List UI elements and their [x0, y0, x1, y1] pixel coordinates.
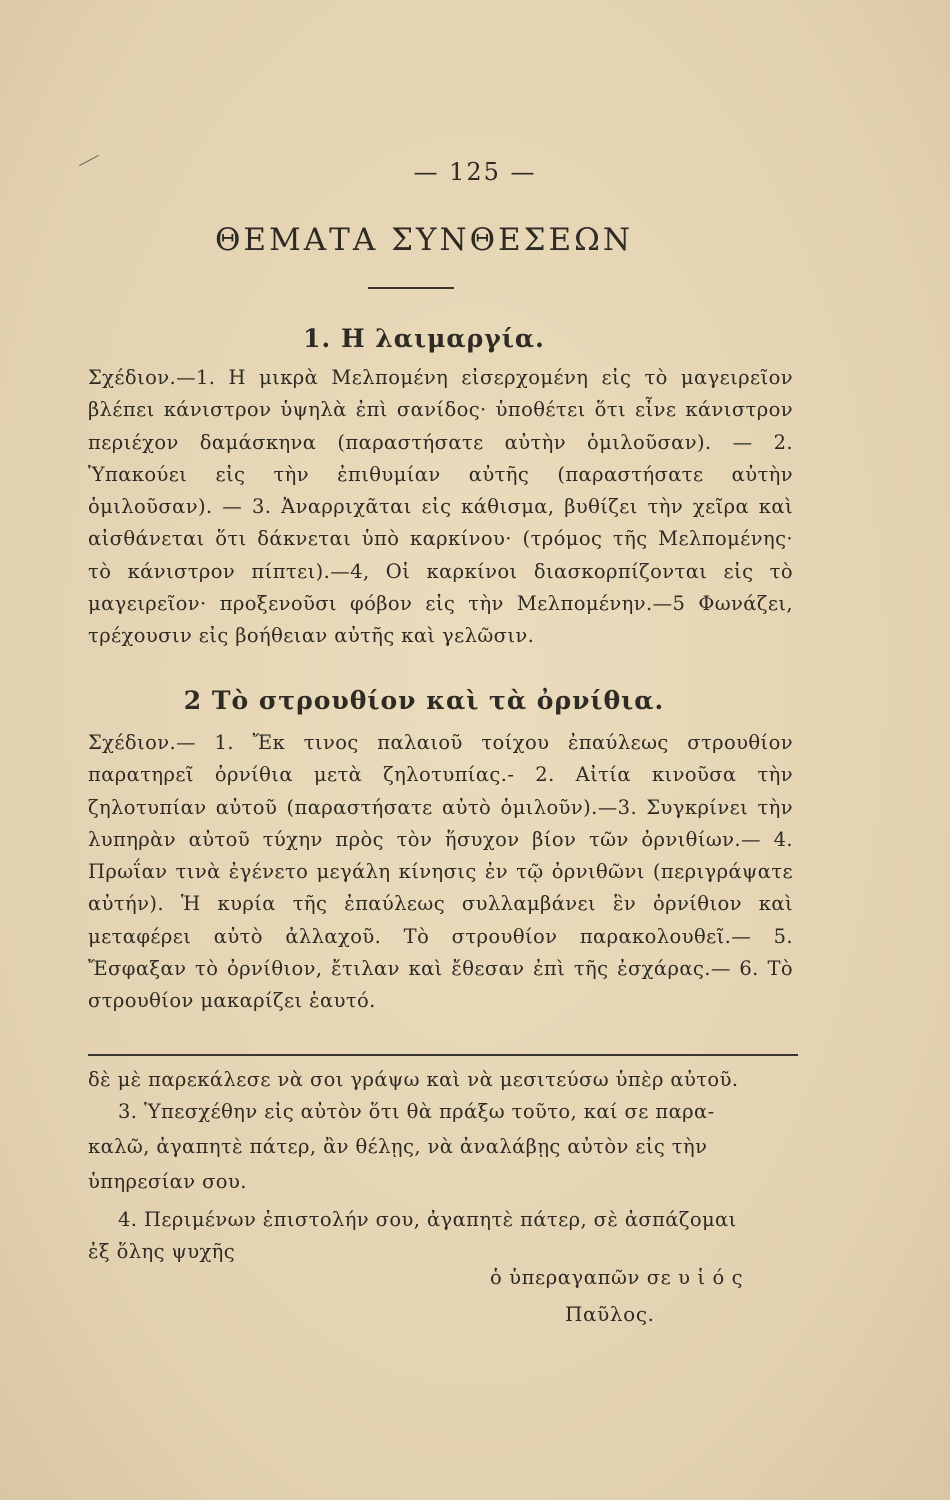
- section-2-text: Σχέδιον.— 1. Ἔκ τινος παλαιοῦ τοίχου ἐπαύλεως στρουθίον παρατηρεῖ ὀρνίθια μετὰ ζηλοτυπίας.- 2. Αἰτία κινοῦσα τὴν ζηλοτυπίαν αὐτοῦ (παραστήσατε αὐτὸ ὁμιλοῦν).—3. Συγκρίνει τὴν λυπηρὰν αὐτοῦ τύχην πρὸς τὸν ἥσυχον βίον τῶν ὀρνιθίων.— 4. Πρωΐαν τινὰ ἐγένετο μεγάλη κίνησις ἐν τῷ ὀρνιθῶνι (περιγράψατε αὐτήν). Ἡ κυρία τῆς ἐπαύλεως συλλαμβάνει ἓν ὀρνίθιον καὶ μεταφέρει αὐτὸ ἀλλαχοῦ. Τὸ στρουθίον παρακολουθεῖ.— 5. Ἔσφαξαν τὸ ὀρνίθιον, ἔτιλαν καὶ ἔθεσαν ἐπὶ τῆς ἐσχάρας.— 6. Τὸ στρουθίον μακαρίζει ἑαυτό.: [88, 731, 793, 1013]
- letter-closing: ὁ ὑπεραγαπῶν σε υ ἱ ό ς: [490, 1266, 744, 1289]
- letter-line: 3. Ὑπεσχέθην εἰς αὐτὸν ὅτι θὰ πράξω τοῦτο, καί σε παρα-: [118, 1100, 715, 1123]
- section-1-text: Σχέδιον.—1. Η μικρὰ Μελπομένη εἰσερχομένη εἰς τὸ μαγειρεῖον βλέπει κάνιστρον ὑψηλὰ ἐπὶ σανίδος· ὑποθέτει ὅτι εἶνε κάνιστρον περιέχον δαμάσκηνα (παραστήσατε αὐτὴν ὁμιλοῦσαν). — 2. Ὑπακούει εἰς τὴν ἐπιθυμίαν αὐτῆς (παραστήσατε αὐτὴν ὁμιλοῦσαν). — 3. Ἀναρριχᾶται εἰς κάθισμα, βυθίζει τὴν χεῖρα καὶ αἰσθάνεται ὅτι δάκνεται ὑπὸ καρκίνου· (τρόμος τῆς Μελπομένης· τὸ κάνιστρον πίπτει).—4, Οἱ καρκίνοι διασκορπίζονται εἰς τὸ μαγειρεῖον· προξενοῦσι φόβον εἰς τὴν Μελπομένην.—5 Φωνάζει, τρέχουσιν εἰς βοήθειαν αὐτῆς καὶ γελῶσιν.: [88, 366, 793, 648]
- letter-line: ἐξ ὅλης ψυχῆς: [88, 1240, 236, 1263]
- section-2-heading: 2 Τὸ στρουθίον καὶ τὰ ὀρνίθια.: [183, 686, 665, 715]
- section-separator: [88, 1054, 798, 1056]
- page-number: — 125 —: [413, 158, 537, 186]
- letter-line: καλῶ, ἀγαπητὲ πάτερ, ἂν θέλῃς, νὰ ἀναλάβῃς αὐτὸν εἰς τὴν: [88, 1135, 708, 1158]
- title-rule: [368, 287, 454, 289]
- section-1-heading: 1. Η λαιμαργία.: [303, 324, 545, 353]
- page-title: ΘΕΜΑΤΑ ΣΥΝΘΕΣΕΩΝ: [214, 222, 634, 258]
- letter-line: ὑπηρεσίαν σου.: [88, 1170, 247, 1193]
- letter-line: 4. Περιμένων ἐπιστολήν σου, ἀγαπητὲ πάτερ, σὲ ἀσπάζομαι: [118, 1208, 737, 1231]
- letter-line: δὲ μὲ παρεκάλεσε νὰ σοι γράψω καὶ νὰ μεσιτεύσω ὑπὲρ αὐτοῦ.: [88, 1068, 739, 1091]
- letter-signature: Παῦλος.: [565, 1302, 655, 1326]
